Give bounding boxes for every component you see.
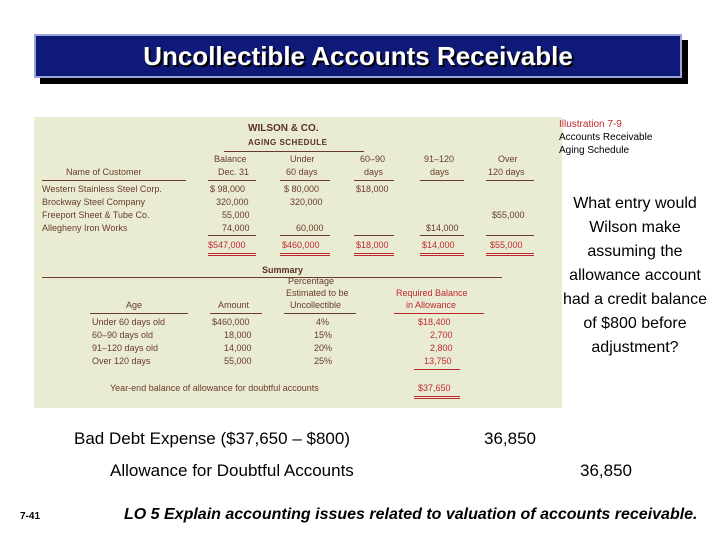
summary-row-2-req: 2,700 bbox=[430, 330, 453, 340]
row-4-customer: Allegheny Iron Works bbox=[42, 223, 128, 233]
col-header-under-l1: Under bbox=[290, 154, 315, 164]
row-3-balance: 55,000 bbox=[222, 210, 250, 220]
summary-header-pct-l2: Estimated to be bbox=[286, 288, 349, 298]
summary-header-age: Age bbox=[126, 300, 143, 310]
summary-header-req-l2: in Allowance bbox=[406, 300, 457, 310]
summary-row-1-age: Under 60 days old bbox=[92, 317, 166, 327]
row-2-customer: Brockway Steel Company bbox=[42, 197, 146, 207]
total-over120: $55,000 bbox=[490, 240, 523, 250]
row-2-balance: 320,000 bbox=[216, 197, 249, 207]
total-6090: $18,000 bbox=[356, 240, 389, 250]
summary-row-2-amount: 18,000 bbox=[224, 330, 252, 340]
summary-row-3-age: 91–120 days old bbox=[92, 343, 159, 353]
col-header-over-l1: Over bbox=[498, 154, 518, 164]
col-header-balance-l1: Balance bbox=[214, 154, 247, 164]
company-name: WILSON & CO. bbox=[248, 123, 319, 134]
col-header-under-l2: 60 days bbox=[286, 167, 318, 177]
col-header-6090-l2: days bbox=[364, 167, 384, 177]
summary-row-3-pct: 20% bbox=[314, 343, 333, 353]
aging-schedule bbox=[34, 117, 562, 408]
credit-amount: 36,850 bbox=[580, 461, 632, 480]
row-2-under60: 320,000 bbox=[290, 197, 323, 207]
row-1-under60: $ 80,000 bbox=[284, 184, 320, 194]
row-1-6090: $18,000 bbox=[356, 184, 389, 194]
summary-row-1-amount: $460,000 bbox=[212, 317, 250, 327]
page-number: 7-41 bbox=[20, 511, 41, 522]
row-3-customer: Freeport Sheet & Tube Co. bbox=[42, 210, 150, 220]
summary-header-pct-l3: Uncollectible bbox=[290, 300, 342, 310]
col-header-balance-l2: Dec. 31 bbox=[218, 167, 250, 177]
summary-header-amount: Amount bbox=[218, 300, 250, 310]
summary-header-req-l1: Required Balance bbox=[396, 288, 468, 298]
summary-header-pct-l1: Percentage bbox=[288, 276, 335, 286]
row-4-91120: $14,000 bbox=[426, 223, 459, 233]
summary-row-4-age: Over 120 days bbox=[92, 356, 151, 366]
col-header-over-l2: 120 days bbox=[488, 167, 525, 177]
debit-amount: 36,850 bbox=[484, 429, 536, 448]
year-end-total: $37,650 bbox=[418, 383, 451, 393]
summary-row-4-pct: 25% bbox=[314, 356, 333, 366]
summary-row-4-req: 13,750 bbox=[424, 356, 452, 366]
summary-row-3-req: 2,800 bbox=[430, 343, 453, 353]
illustration-line2: Aging Schedule bbox=[559, 145, 630, 156]
illustration-label: Illustration 7-9 bbox=[559, 119, 622, 130]
summary-row-4-amount: 55,000 bbox=[224, 356, 252, 366]
row-1-balance: $ 98,000 bbox=[210, 184, 246, 194]
row-4-under60: 60,000 bbox=[296, 223, 324, 233]
summary-row-1-pct: 4% bbox=[316, 317, 330, 327]
learning-objective: LO 5 Explain accounting issues related to valuation of accounts receivable. bbox=[124, 506, 698, 523]
col-header-91120-l1: 91–120 bbox=[424, 154, 455, 164]
title-banner bbox=[34, 34, 682, 78]
illustration-caption bbox=[559, 118, 652, 157]
schedule-subtitle: AGING SCHEDULE bbox=[248, 138, 328, 147]
col-header-91120-l2: days bbox=[430, 167, 450, 177]
summary-row-2-age: 60–90 days old bbox=[92, 330, 154, 340]
illustration-line1: Accounts Receivable bbox=[559, 132, 653, 143]
col-header-customer: Name of Customer bbox=[66, 167, 142, 177]
total-balance: $547,000 bbox=[208, 240, 246, 250]
summary-row-3-amount: 14,000 bbox=[224, 343, 252, 353]
slide-title: Uncollectible Accounts Receivable bbox=[143, 40, 573, 71]
col-header-6090-l1: 60–90 bbox=[360, 154, 386, 164]
debit-account: Bad Debt Expense ($37,650 – $800) bbox=[74, 429, 350, 448]
summary-title: Summary bbox=[262, 265, 304, 275]
year-end-label: Year-end balance of allowance for doubtful accounts bbox=[110, 383, 319, 393]
question-text: What entry would Wilson make assuming the allowance account had a credit balance of $800 before adjustment? bbox=[562, 195, 708, 356]
total-91120: $14,000 bbox=[422, 240, 455, 250]
total-under60: $460,000 bbox=[282, 240, 320, 250]
credit-account: Allowance for Doubtful Accounts bbox=[110, 461, 354, 480]
summary-row-2-pct: 15% bbox=[314, 330, 333, 340]
summary-row-1-req: $18,400 bbox=[418, 317, 451, 327]
row-4-balance: 74,000 bbox=[222, 223, 250, 233]
row-3-over120: $55,000 bbox=[492, 210, 525, 220]
row-1-customer: Western Stainless Steel Corp. bbox=[42, 184, 162, 194]
